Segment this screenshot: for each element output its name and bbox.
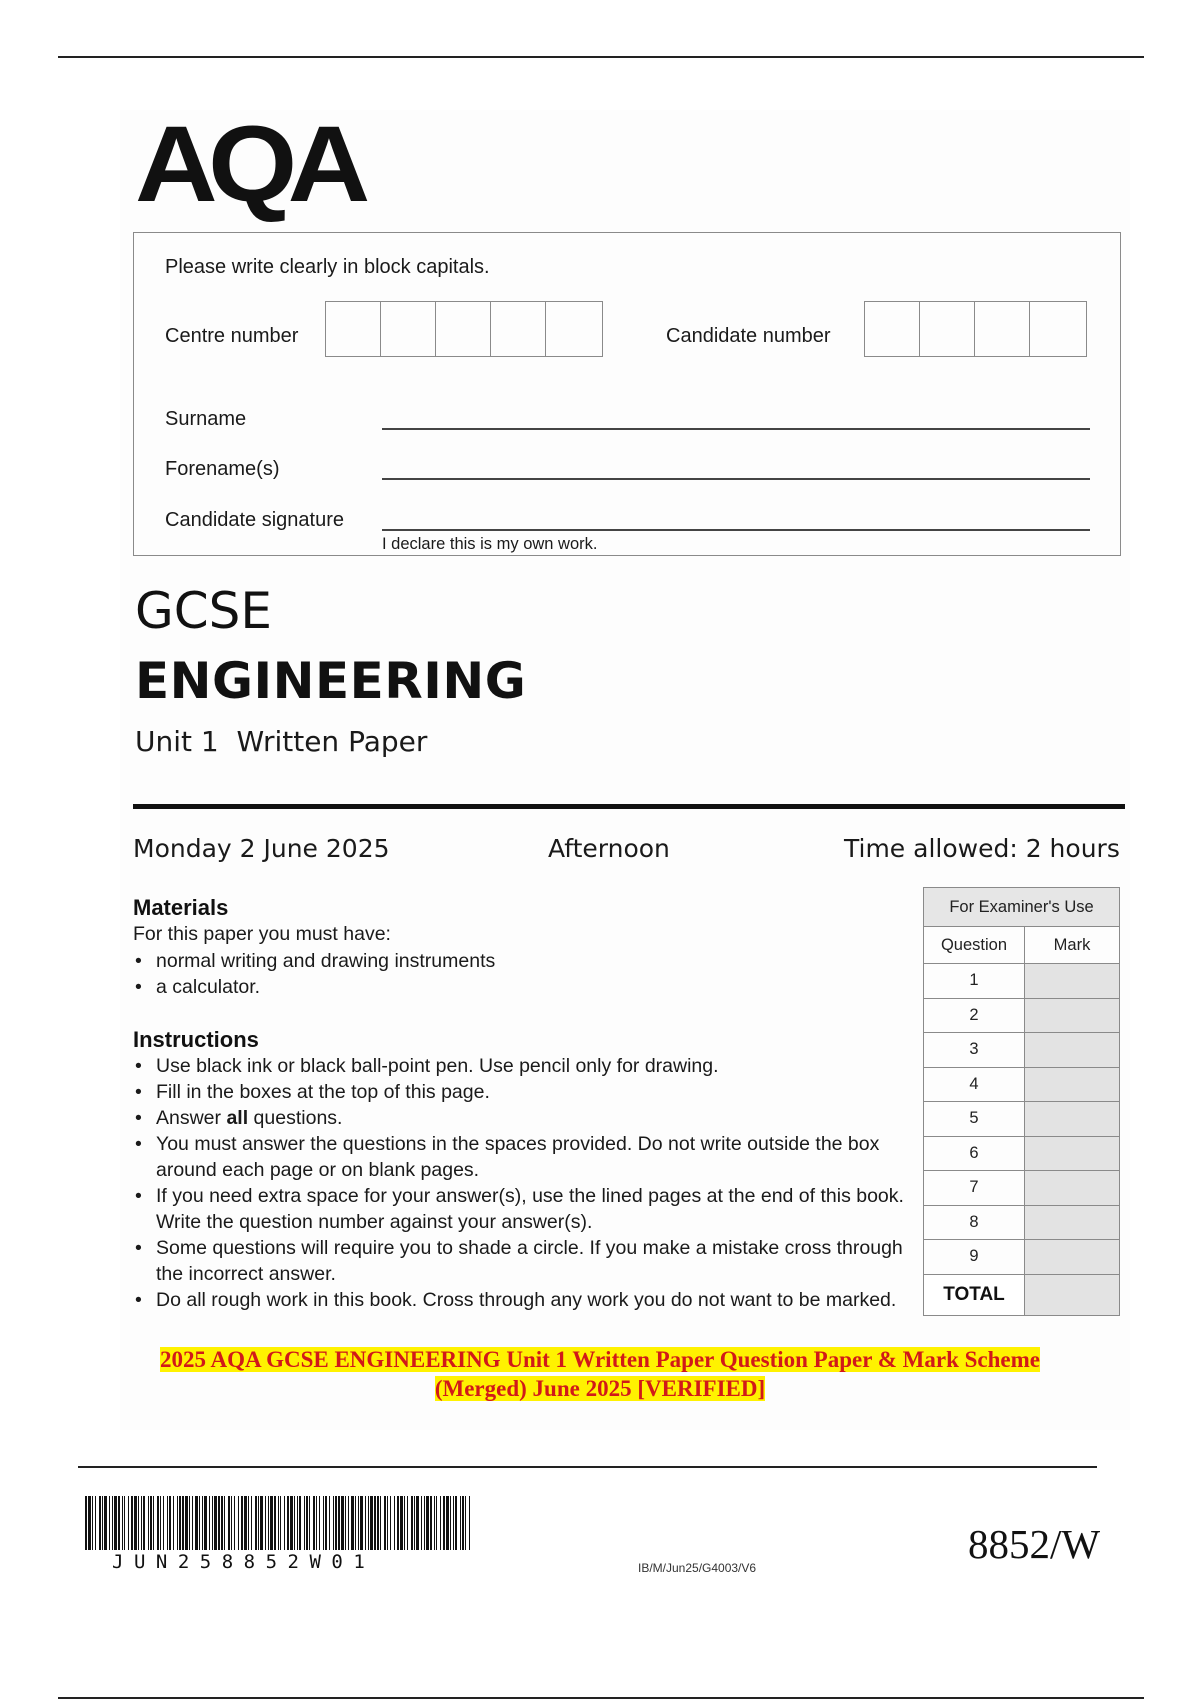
question-number: 7 xyxy=(924,1171,1025,1206)
mark-cell xyxy=(1025,1033,1120,1068)
signature-field[interactable] xyxy=(382,529,1090,531)
barcode xyxy=(85,1496,470,1550)
barcode-bar xyxy=(299,1496,301,1550)
list-item: • If you need extra space for your answer(s), use the lined pages at the end of this book. Write the question number against your answer(s). xyxy=(133,1183,916,1235)
barcode-bar xyxy=(345,1496,346,1550)
barcode-bar xyxy=(212,1496,213,1550)
barcode-bar xyxy=(380,1496,381,1550)
barcode-bar xyxy=(407,1496,408,1550)
barcode-bar xyxy=(278,1496,279,1550)
barcode-bar xyxy=(348,1496,349,1550)
barcode-bar xyxy=(141,1496,142,1550)
barcode-bar xyxy=(400,1496,403,1550)
barcode-bar xyxy=(241,1496,243,1550)
barcode-bar xyxy=(202,1496,203,1550)
barcode-bar xyxy=(179,1496,181,1550)
barcode-bar xyxy=(294,1496,295,1550)
barcode-bar xyxy=(284,1496,285,1550)
list-item: • Do all rough work in this book. Cross through any work you do not want to be marked. xyxy=(133,1287,916,1313)
barcode-bar xyxy=(450,1496,451,1550)
exam-date: Monday 2 June 2025 xyxy=(133,834,390,863)
forenames-field[interactable] xyxy=(382,478,1090,480)
footer-rule xyxy=(78,1466,1097,1468)
mark-cell xyxy=(1025,1102,1120,1137)
list-item: • Some questions will require you to shade a circle. If you make a mistake cross through the incorrect answer. xyxy=(133,1235,916,1287)
barcode-bar xyxy=(258,1496,259,1550)
barcode-bar xyxy=(309,1496,310,1550)
barcode-bar xyxy=(124,1496,125,1550)
question-number: 5 xyxy=(924,1102,1025,1137)
barcode-bar xyxy=(368,1496,369,1550)
time-allowed: Time allowed: 2 hours xyxy=(844,834,1120,863)
declaration-text: I declare this is my own work. xyxy=(382,535,598,553)
barcode-bar xyxy=(411,1496,413,1550)
barcode-bar xyxy=(325,1496,327,1550)
qualification-title: GCSE xyxy=(135,582,272,640)
barcode-bar xyxy=(134,1496,137,1550)
candidate-digit-box[interactable] xyxy=(1030,302,1085,356)
banner-line-2: (Merged) June 2025 [VERIFIED] xyxy=(434,1376,766,1401)
barcode-bar xyxy=(163,1496,164,1550)
barcode-bar xyxy=(297,1496,298,1550)
barcode-bar xyxy=(185,1496,188,1550)
reference-code: IB/M/Jun25/G4003/V6 xyxy=(638,1561,757,1575)
barcode-bar xyxy=(153,1496,154,1550)
list-item: • You must answer the questions in the spaces provided. Do not write outside the box around each page or on blank pages. xyxy=(133,1131,916,1183)
barcode-bar xyxy=(248,1496,249,1550)
barcode-bar xyxy=(424,1496,425,1550)
barcode-bar xyxy=(148,1496,149,1550)
barcode-bar xyxy=(351,1496,354,1550)
barcode-bar xyxy=(173,1496,174,1550)
barcode-bar xyxy=(214,1496,217,1550)
barcode-bar xyxy=(462,1496,464,1550)
barcode-bar xyxy=(109,1496,110,1550)
barcode-bar xyxy=(434,1496,435,1550)
mark-cell xyxy=(1025,1136,1120,1171)
barcode-bar xyxy=(384,1496,386,1550)
barcode-bar xyxy=(304,1496,305,1550)
barcode-bar xyxy=(189,1496,190,1550)
barcode-bar xyxy=(290,1496,293,1550)
barcode-bar xyxy=(167,1496,168,1550)
barcode-bar xyxy=(374,1496,376,1550)
candidate-number-label: Candidate number xyxy=(666,325,831,347)
barcode-bar xyxy=(443,1496,445,1550)
instructions-list xyxy=(133,1053,933,1313)
centre-digit-box[interactable] xyxy=(326,302,381,356)
barcode-bar xyxy=(394,1496,395,1550)
barcode-bar xyxy=(104,1496,107,1550)
centre-number-label: Centre number xyxy=(165,325,299,347)
promo-banner xyxy=(120,1345,1080,1403)
forenames-label: Forename(s) xyxy=(165,458,280,480)
total-label: TOTAL xyxy=(924,1274,1025,1315)
barcode-bar xyxy=(414,1496,415,1550)
barcode-bar xyxy=(446,1496,449,1550)
surname-field[interactable] xyxy=(382,428,1090,430)
answer-all-prefix: Answer xyxy=(156,1107,227,1129)
block-capitals-instruction: Please write clearly in block capitals. xyxy=(165,256,490,278)
barcode-bar xyxy=(177,1496,178,1550)
signature-label: Candidate signature xyxy=(165,509,345,531)
barcode-bar xyxy=(274,1496,276,1550)
barcode-bar xyxy=(355,1496,356,1550)
total-mark-cell xyxy=(1025,1274,1120,1315)
list-item: • Use black ink or black ball-point pen. Use pencil only for drawing. xyxy=(133,1053,916,1079)
centre-digit-box[interactable] xyxy=(381,302,436,356)
candidate-digit-box[interactable] xyxy=(920,302,975,356)
barcode-bar xyxy=(341,1496,344,1550)
candidate-number-boxes[interactable] xyxy=(864,301,1087,357)
barcode-bar xyxy=(95,1496,96,1550)
top-rule xyxy=(58,56,1144,58)
barcode-bar xyxy=(118,1496,120,1550)
barcode-bar xyxy=(469,1496,470,1550)
barcode-bar xyxy=(114,1496,117,1550)
barcode-bar xyxy=(238,1496,239,1550)
barcode-bar xyxy=(329,1496,330,1550)
mark-cell xyxy=(1025,1205,1120,1240)
barcode-bar xyxy=(182,1496,184,1550)
aqa-logo: AQA xyxy=(135,103,361,224)
barcode-bar xyxy=(287,1496,289,1550)
title-divider xyxy=(133,804,1125,809)
instructions-clip xyxy=(133,1053,933,1317)
barcode-bar xyxy=(306,1496,308,1550)
subject-title: ENGINEERING xyxy=(135,652,527,710)
barcode-bar xyxy=(150,1496,152,1550)
barcode-bar xyxy=(128,1496,129,1550)
barcode-bar xyxy=(377,1496,379,1550)
barcode-bar xyxy=(224,1496,225,1550)
examiner-use-table xyxy=(923,887,1120,1316)
barcode-bar xyxy=(160,1496,161,1550)
barcode-bar xyxy=(218,1496,220,1550)
question-number: 9 xyxy=(924,1240,1025,1275)
materials-list xyxy=(133,948,495,1000)
barcode-bar xyxy=(143,1496,145,1550)
barcode-bar xyxy=(453,1496,454,1550)
barcode-bar xyxy=(228,1496,230,1550)
question-number: 8 xyxy=(924,1205,1025,1240)
barcode-bar xyxy=(192,1496,193,1550)
barcode-bar xyxy=(365,1496,366,1550)
barcode-bar xyxy=(209,1496,210,1550)
barcode-bar xyxy=(88,1496,91,1550)
materials-heading: Materials xyxy=(133,895,229,920)
mark-column-header: Mark xyxy=(1025,927,1120,964)
candidate-details-box xyxy=(133,232,1121,556)
barcode-bar xyxy=(333,1496,334,1550)
materials-intro: For this paper you must have: xyxy=(133,923,391,945)
bottom-rule xyxy=(58,1697,1144,1699)
question-number: 1 xyxy=(924,964,1025,999)
banner-line-1: 2025 AQA GCSE ENGINEERING Unit 1 Written Paper Question Paper & Mark Scheme xyxy=(160,1347,1040,1372)
barcode-bar xyxy=(390,1496,391,1550)
barcode-bar xyxy=(358,1496,359,1550)
exam-session: Afternoon xyxy=(548,834,670,863)
answer-all-suffix: questions. xyxy=(248,1107,343,1129)
barcode-bar xyxy=(122,1496,123,1550)
list-item: • Fill in the boxes at the top of this page. xyxy=(133,1079,916,1105)
barcode-bar xyxy=(370,1496,373,1550)
paper-code: 8852/W xyxy=(968,1521,1101,1567)
barcode-bar xyxy=(426,1496,429,1550)
barcode-bar xyxy=(465,1496,466,1550)
barcode-bar xyxy=(440,1496,441,1550)
barcode-bar xyxy=(85,1496,87,1550)
centre-digit-box[interactable] xyxy=(546,302,601,356)
barcode-bar xyxy=(319,1496,320,1550)
barcode-bar xyxy=(195,1496,198,1550)
barcode-bar xyxy=(455,1496,457,1550)
barcode-bar xyxy=(204,1496,207,1550)
question-number: 6 xyxy=(924,1136,1025,1171)
barcode-bar xyxy=(92,1496,93,1550)
mark-cell xyxy=(1025,1171,1120,1206)
question-number: 2 xyxy=(924,998,1025,1033)
barcode-bar xyxy=(335,1496,337,1550)
barcode-bar xyxy=(221,1496,223,1550)
barcode-bar xyxy=(99,1496,101,1550)
barcode-bar xyxy=(323,1496,324,1550)
centre-digit-box[interactable] xyxy=(491,302,546,356)
barcode-bar xyxy=(169,1496,171,1550)
mark-cell xyxy=(1025,1240,1120,1275)
candidate-digit-box[interactable] xyxy=(865,302,920,356)
list-item: • normal writing and drawing instruments xyxy=(133,948,495,974)
barcode-bar xyxy=(316,1496,317,1550)
centre-digit-box[interactable] xyxy=(436,302,491,356)
barcode-bar xyxy=(244,1496,247,1550)
barcode-bar xyxy=(131,1496,133,1550)
mark-cell xyxy=(1025,1067,1120,1102)
barcode-bar xyxy=(460,1496,461,1550)
barcode-text: JUN258852W01 xyxy=(112,1551,376,1573)
barcode-bar xyxy=(280,1496,281,1550)
barcode-bar xyxy=(436,1496,437,1550)
unit-title: Unit 1 Written Paper xyxy=(135,725,428,758)
barcode-bar xyxy=(234,1496,235,1550)
barcode-bar xyxy=(397,1496,399,1550)
answer-all-bold: all xyxy=(226,1107,249,1129)
barcode-bar xyxy=(251,1496,252,1550)
barcode-bar xyxy=(231,1496,232,1550)
barcode-bar xyxy=(102,1496,103,1550)
barcode-bar xyxy=(338,1496,340,1550)
barcode-bar xyxy=(265,1496,266,1550)
examiner-table-title: For Examiner's Use xyxy=(924,888,1120,927)
list-item: • a calculator. xyxy=(133,974,495,1000)
barcode-bar xyxy=(387,1496,388,1550)
barcode-bar xyxy=(421,1496,422,1550)
barcode-bar xyxy=(255,1496,257,1550)
centre-number-boxes[interactable] xyxy=(325,301,603,357)
barcode-bar xyxy=(199,1496,200,1550)
barcode-bar xyxy=(416,1496,419,1550)
candidate-digit-box[interactable] xyxy=(975,302,1030,356)
mark-cell xyxy=(1025,998,1120,1033)
barcode-bar xyxy=(260,1496,263,1550)
question-column-header: Question xyxy=(924,927,1025,964)
barcode-bar xyxy=(138,1496,139,1550)
question-number: 4 xyxy=(924,1067,1025,1102)
barcode-bar xyxy=(313,1496,315,1550)
barcode-bar xyxy=(360,1496,363,1550)
barcode-bar xyxy=(157,1496,159,1550)
surname-label: Surname xyxy=(165,408,247,430)
barcode-bar xyxy=(430,1496,432,1550)
mark-cell xyxy=(1025,964,1120,999)
barcode-bar xyxy=(112,1496,113,1550)
list-item xyxy=(133,1105,916,1131)
barcode-bar xyxy=(270,1496,273,1550)
barcode-bar xyxy=(268,1496,269,1550)
barcode-bar xyxy=(404,1496,405,1550)
question-number: 3 xyxy=(924,1033,1025,1068)
instructions-heading: Instructions xyxy=(133,1027,259,1052)
